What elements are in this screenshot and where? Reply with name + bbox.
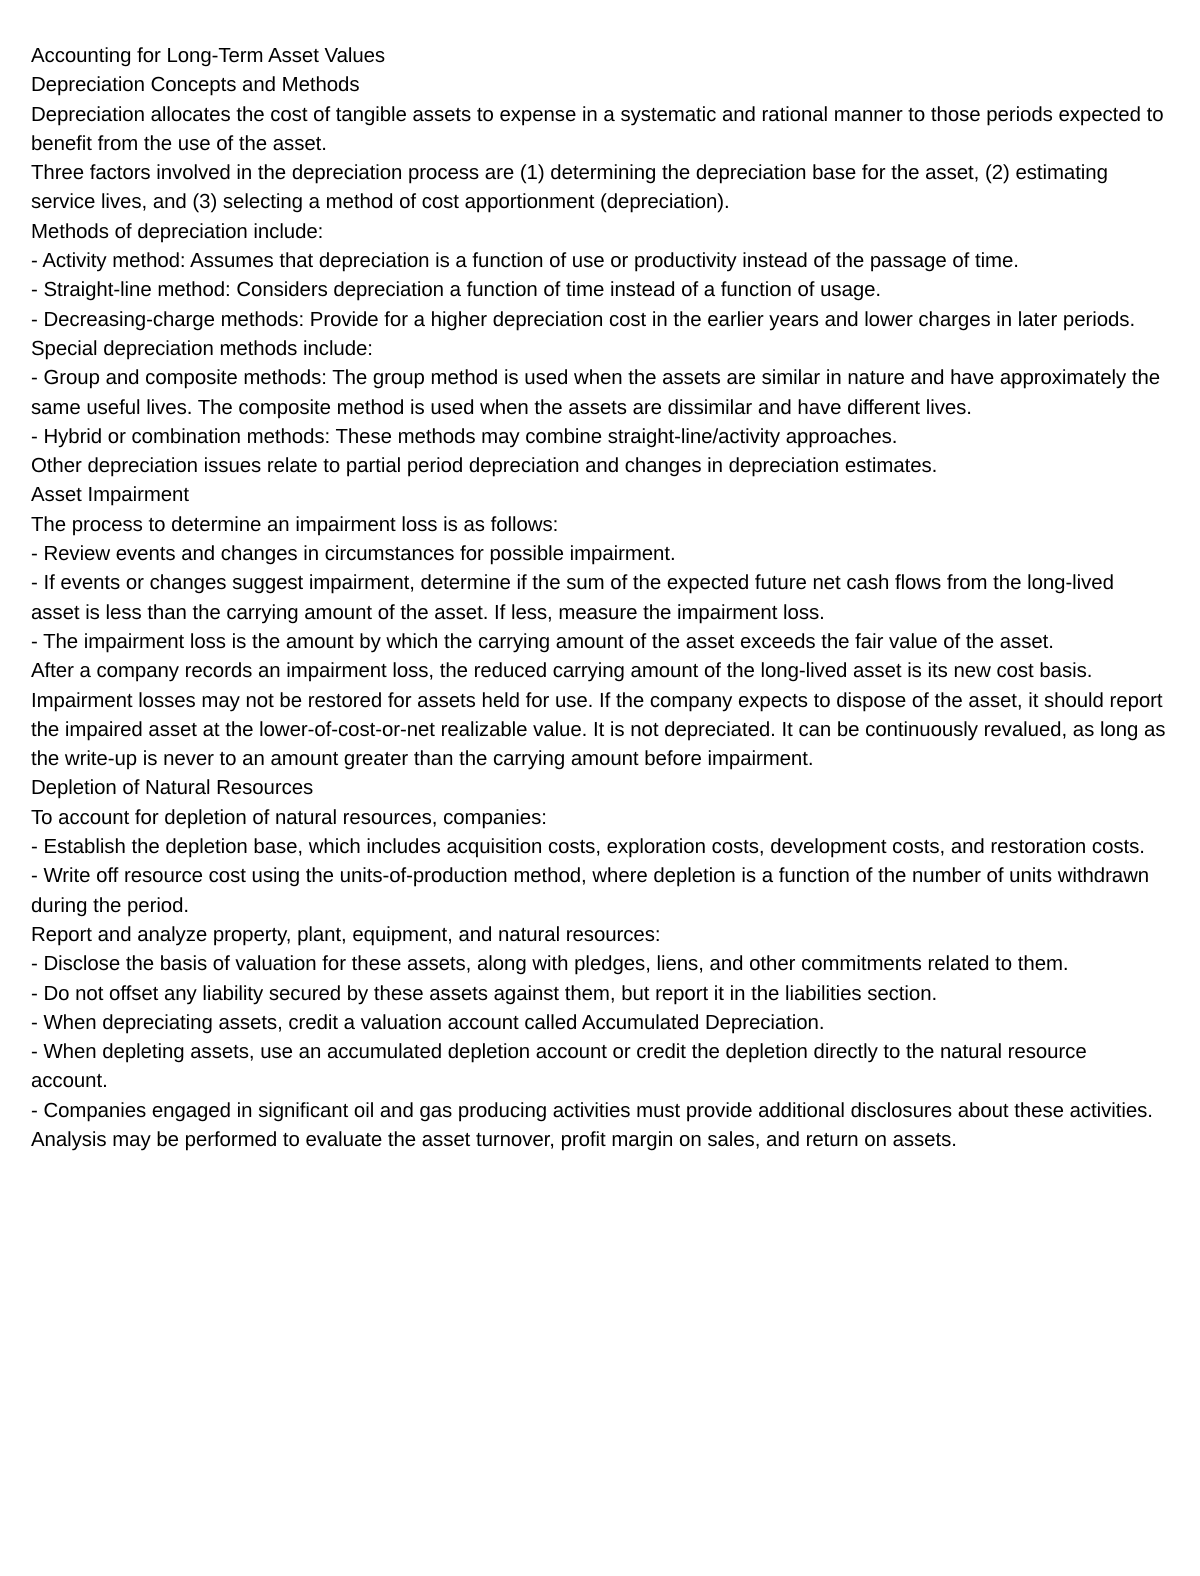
- lead-in-account-for-depletion: To account for depletion of natural resources, companies:: [31, 806, 547, 829]
- bullet-oil-and-gas-disclosures: - Companies engaged in significant oil and gas producing activities must provide additional disclosures about these activities.: [31, 1099, 1153, 1122]
- lead-in-impairment-loss-process: The process to determine an impairment loss is as follows:: [31, 513, 559, 536]
- paragraph-analysis-may-be-performed: Analysis may be performed to evaluate the asset turnover, profit margin on sales, and return on assets.: [31, 1128, 957, 1151]
- bullet-review-events: - Review events and changes in circumstances for possible impairment.: [31, 543, 676, 566]
- paragraph-three-factors: Three factors involved in the depreciation process are (1) determining the depreciation base for the asset, (2) estimating service lives, and (3) selecting a method of cost apportionment (depreciation).: [31, 162, 1114, 214]
- document-title: Accounting for Long-Term Asset Values: [31, 45, 386, 67]
- bullet-straight-line-method: - Straight-line method: Considers depreciation a function of time instead of a function of usage.: [31, 279, 882, 302]
- paragraph-depreciation-allocates: Depreciation allocates the cost of tangible assets to expense in a systematic and rational manner to those periods expected to benefit from the use of the asset.: [31, 103, 1170, 155]
- paragraph-other-depreciation-issues: Other depreciation issues relate to partial period depreciation and changes in depreciation estimates.: [31, 455, 938, 478]
- document-text-body: [31, 42, 1172, 1155]
- bullet-when-depreciating-assets: - When depreciating assets, credit a valuation account called Accumulated Depreciation.: [31, 1011, 825, 1034]
- bullet-impairment-loss-amount: - The impairment loss is the amount by which the carrying amount of the asset exceeds the fair value of the asset.: [31, 630, 1054, 653]
- lead-in-special-depreciation-methods: Special depreciation methods include:: [31, 337, 373, 360]
- bullet-establish-depletion-base: - Establish the depletion base, which includes acquisition costs, exploration costs, development costs, and restoration costs.: [31, 836, 1145, 859]
- lead-in-methods-of-depreciation: Methods of depreciation include:: [31, 220, 324, 243]
- bullet-when-depleting-assets: - When depleting assets, use an accumulated depletion account or credit the depletion directly to the natural resource account.: [31, 1041, 1093, 1093]
- bullet-activity-method: - Activity method: Assumes that depreciation is a function of use or productivity instead of the passage of time.: [31, 250, 1019, 273]
- bullet-disclose-basis-of-valuation: - Disclose the basis of valuation for these assets, along with pledges, liens, and other commitments related to them.: [31, 953, 1069, 976]
- bullet-if-events-or-changes: - If events or changes suggest impairment, determine if the sum of the expected future net cash flows from the long-lived asset is less than the carrying amount of the asset. If less, measure the impairment loss.: [31, 572, 1120, 624]
- paragraph-after-company-records-impairment: After a company records an impairment loss, the reduced carrying amount of the long-lived asset is its new cost basis. Impairment losses may not be restored for assets held for use. If the company expects to dispose of the asset, it should report the impaired asset at the lower-of-cost-or-net realizable value. It is not depreciated. It can be continuously revalued, as long as the write-up is never to an amount greater than the carrying amount before impairment.: [31, 660, 1172, 771]
- section-heading-depletion-of-natural-resources: Depletion of Natural Resources: [31, 777, 314, 800]
- bullet-write-off-resource-cost: - Write off resource cost using the units-of-production method, where depletion is a function of the number of units withdrawn during the period.: [31, 865, 1155, 917]
- section-heading-depreciation-concepts: Depreciation Concepts and Methods: [31, 74, 360, 97]
- bullet-decreasing-charge-methods: - Decreasing-charge methods: Provide for a higher depreciation cost in the earlier years and lower charges in later periods.: [31, 308, 1136, 331]
- bullet-hybrid-or-combination-methods: - Hybrid or combination methods: These methods may combine straight-line/activity approaches.: [31, 425, 898, 448]
- bullet-do-not-offset-liability: - Do not offset any liability secured by these assets against them, but report it in the liabilities section.: [31, 982, 938, 1005]
- bullet-group-and-composite-methods: - Group and composite methods: The group method is used when the assets are similar in nature and have approximately the same useful lives. The composite method is used when the assets are dissimilar and have different lives.: [31, 367, 1166, 419]
- lead-in-report-and-analyze: Report and analyze property, plant, equipment, and natural resources:: [31, 923, 661, 946]
- section-heading-asset-impairment: Asset Impairment: [31, 484, 189, 507]
